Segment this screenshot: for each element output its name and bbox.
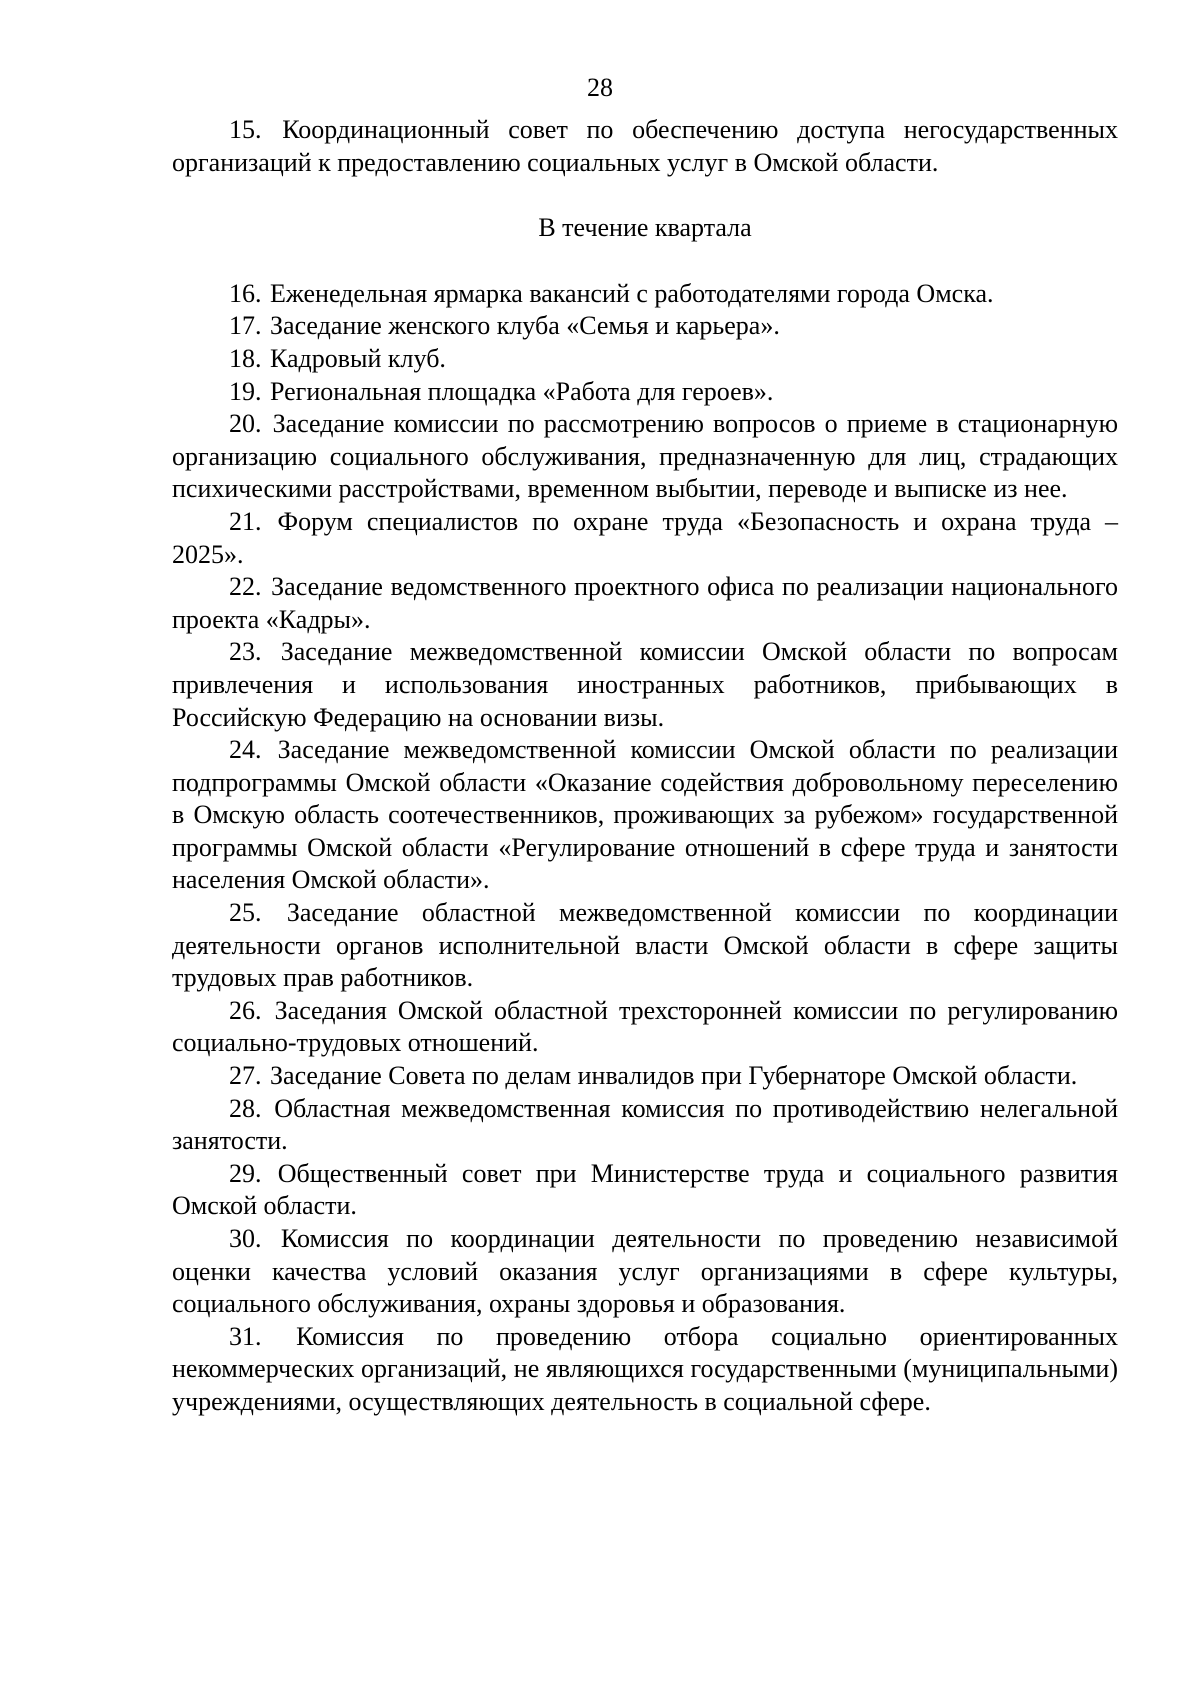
list-item xyxy=(172,1321,1118,1419)
item-text: Заседание Совета по делам инвалидов при Губернаторе Омской области. xyxy=(270,1061,1078,1091)
item-text: Еженедельная ярмарка вакансий с работодателями города Омска. xyxy=(270,278,994,308)
item-number: 23. xyxy=(229,637,262,667)
item-text: Комиссия по проведению отбора социально ориентированных некоммерческих организаций, не являющихся государственными (муниципальными) учреждениями, осуществляющих деятельность в социальной сфере. xyxy=(172,1321,1118,1416)
list-item xyxy=(172,376,1118,409)
items-after-list xyxy=(172,278,1118,1419)
item-text: Заседание ведомственного проектного офиса по реализации национального проекта «Кадры». xyxy=(172,572,1118,634)
item-text: Кадровый клуб. xyxy=(270,343,446,373)
section-heading: В течение квартала xyxy=(538,213,752,243)
item-text: Заседание межведомственной комиссии Омской области по вопросам привлечения и использования иностранных работников, прибывающих в Российскую Федерацию на основании визы. xyxy=(172,637,1118,732)
item-number: 19. xyxy=(229,376,262,406)
item-number: 15. xyxy=(229,115,262,144)
list-item xyxy=(172,995,1118,1060)
item-number: 18. xyxy=(229,343,262,373)
item-number: 30. xyxy=(229,1224,262,1253)
item-text: Заседание женского клуба «Семья и карьера». xyxy=(270,311,780,341)
item-text: Заседание межведомственной комиссии Омской области по реализации подпрограммы Омской области «Оказание содействия добровольному переселению в Омскую область соотечественников, проживающих за рубежом» государственной программы Омской области «Регулирование отношений в сфере труда и занятости населения Омской области». xyxy=(172,735,1118,895)
page-number: 28 xyxy=(587,73,613,102)
item-text: Заседание комиссии по рассмотрению вопросов о приеме в стационарную организацию социального обслуживания, предназначенную для лиц, страдающих психическими расстройствами, временном выбытии, переводе и выписке из нее. xyxy=(172,409,1119,504)
item-text: Форум специалистов по охране труда «Безопасность и охрана труда – 2025». xyxy=(172,506,1119,569)
list-item xyxy=(172,343,1118,376)
item-number: 25. xyxy=(229,898,262,928)
list-item xyxy=(172,1093,1118,1158)
list-item xyxy=(172,1060,1118,1093)
item-number: 26. xyxy=(229,995,262,1025)
list-item xyxy=(172,636,1118,734)
item-number: 29. xyxy=(229,1158,262,1188)
item-text: Комиссия по координации деятельности по проведению независимой оценки качества условий оказания услуг организациями в сфере культуры, социального обслуживания, охраны здоровья и образования. xyxy=(172,1224,1119,1319)
list-item xyxy=(172,114,1118,179)
item-number: 31. xyxy=(229,1321,262,1351)
item-number: 27. xyxy=(229,1061,262,1091)
list-item xyxy=(172,506,1118,571)
item-number: 16. xyxy=(229,278,262,308)
list-item xyxy=(172,734,1118,897)
items-before-list xyxy=(172,114,1118,179)
list-item xyxy=(172,1158,1118,1223)
list-item xyxy=(172,571,1118,636)
item-text: Заседание областной межведомственной комиссии по координации деятельности органов исполнительной власти Омской области в сфере защиты трудовых прав работников. xyxy=(172,898,1119,993)
item-number: 28. xyxy=(229,1093,262,1123)
item-number: 22. xyxy=(229,572,262,602)
item-text: Общественный совет при Министерстве труда и социального развития Омской области. xyxy=(172,1158,1118,1221)
list-item xyxy=(172,897,1118,995)
item-number: 17. xyxy=(229,311,262,341)
list-item xyxy=(172,310,1118,343)
item-text: Региональная площадка «Работа для героев». xyxy=(270,376,774,406)
item-number: 21. xyxy=(229,506,262,536)
item-text: Координационный совет по обеспечению доступа негосударственных организаций к предоставлению социальных услуг в Омской области. xyxy=(172,115,1119,177)
item-number: 24. xyxy=(229,735,262,765)
list-item xyxy=(172,1223,1118,1321)
item-number: 20. xyxy=(229,409,262,439)
item-text: Областная межведомственная комиссия по противодействию нелегальной занятости. xyxy=(172,1093,1119,1156)
item-text: Заседания Омской областной трехсторонней комиссии по регулированию социально-трудовых отношений. xyxy=(172,995,1118,1058)
document-body xyxy=(172,114,1118,1419)
list-item xyxy=(172,408,1118,506)
list-item xyxy=(172,278,1118,311)
